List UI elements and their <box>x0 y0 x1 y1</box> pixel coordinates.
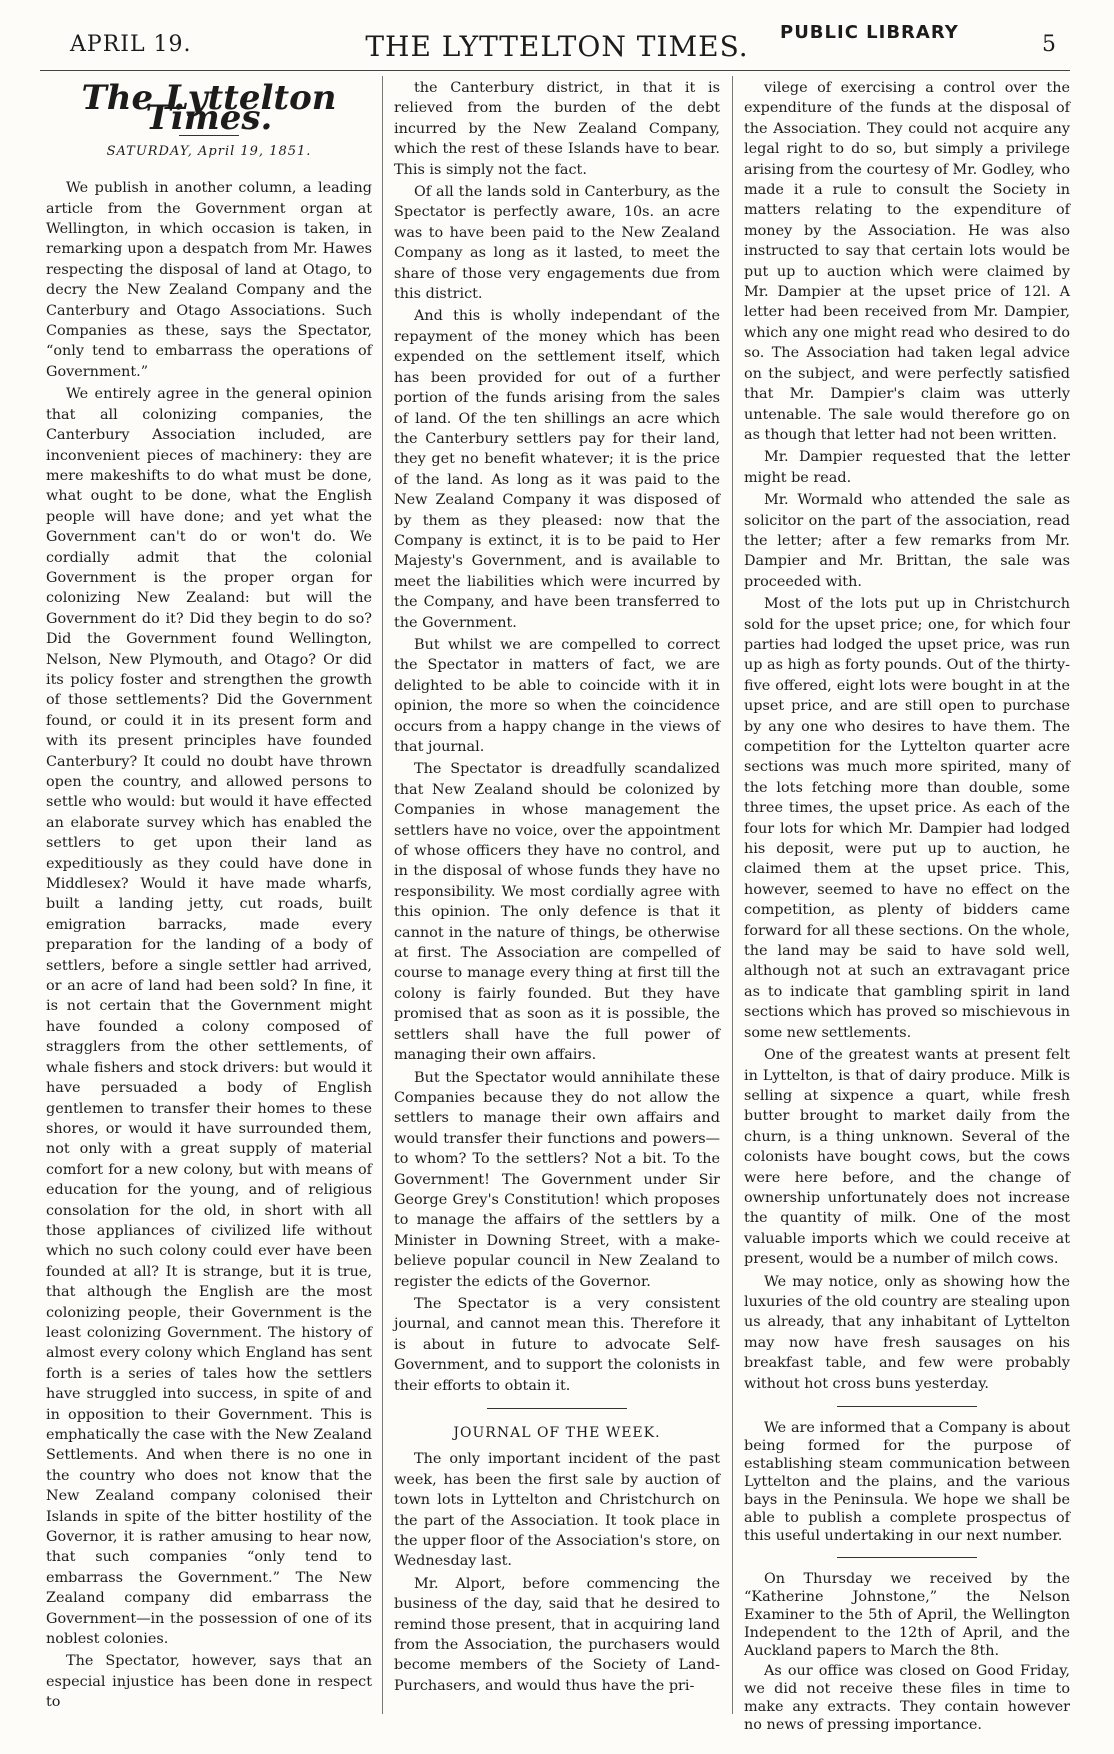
column-divider <box>382 76 383 1714</box>
paragraph: The only important incident of the past week, has been the first sale by auction of town lots in Lyttelton and Christchurch on the part of the Association. It took place in the upper floor of the Association's store, on Wednesday last. <box>394 1451 720 1570</box>
paragraph: The Spectator is dreadfully scandalized that New Zealand should be colonized by Companies in whose management the settlers have no voice, over the appointment of whose officers they have no control, and in the disposal of whose funds they have no responsibility. We most cordially agree with this opinion. The only defence is that it cannot in the nature of things, be otherwise at first. The Association are compelled of course to manage every thing at first till the colony is fairly founded. But they have promised that as soon as it is possible, the settlers shall have the full power of managing their own affairs. <box>394 761 720 1064</box>
section-separator <box>487 1408 627 1409</box>
notice-paragraph: We are informed that a Company is about being formed for the purpose of establishing steam communication between Lyttelton and the plains, and the various bays in the Peninsula. We hope we shall be able to publish a complete prospectus of this useful undertaking in our next number. <box>744 1420 1070 1544</box>
editorial-dateline: SATURDAY, April 19, 1851. <box>106 143 312 159</box>
issue-date: APRIL 19. <box>70 32 192 57</box>
column-1 <box>46 78 372 1715</box>
paragraph: The Spectator is a very consistent journal, and cannot mean this. Therefore it is about in future to advocate Self-Government, and to support the colonists in their efforts to obtain it. <box>394 1295 720 1394</box>
page-header <box>34 22 1080 70</box>
paragraph: One of the greatest wants at present felt in Lyttelton, is that of dairy produce. Milk is selling at sixpence a quart, while fresh butter brought to market daily from the churn, is a thing unknown. Several of the colonists have bought cows, but the cows were here before, and the change of ownership unfortunately does not increase the quantity of milk. One of the most valuable imports which we could receive at present, would be a number of milch cows. <box>744 1047 1070 1268</box>
paragraph: The Spectator, however, says that an especial injustice has been done in respect to <box>46 1653 372 1711</box>
paragraph: We may notice, only as showing how the luxuries of the old country are stealing upon us already, that any inhabitant of Lyttelton may now have fresh sausages on his breakfast table, and few were probably without hot cross buns yesterday. <box>744 1273 1070 1392</box>
paragraph: But the Spectator would annihilate these Companies because they do not allow the settlers to manage their own affairs and would transfer their functions and powers—to whom? To the settlers? Not a bit. To the Government! The Government under Sir George Grey's Constitution! which proposes to manage the affairs of the settlers by a Minister in Downing Street, with a make-believe popular council in New Zealand to register the edicts of the Governor. <box>394 1069 720 1290</box>
section-separator <box>837 1406 977 1407</box>
paragraph: Most of the lots put up in Christchurch sold for the upset price; one, for which four parties had lodged the upset price, was run up as high as forty pounds. Out of the thirty-five offered, eight lots were bought in at the upset price, and are still open to purchase by any one who desires to have them. The competition for the Lyttelton quarter acre sections was much more spirited, many of the lots fetching more than double, some three times, the upset price. As each of the four lots for which Mr. Dampier had lodged his deposit, were put up to auction, he claimed them at the upset price. This, however, seemed to have no effect on the competition, as plenty of bidders came forward for all these sections. On the whole, the land may be said to have sold well, although not at such an extravagant price as to indicate that gambling spirit in land sections which has proved so mischievous in some new settlements. <box>744 596 1071 1041</box>
notice-paragraph: On Thursday we received by the “Katherine Johnstone,” the Nelson Examiner to the 5th of April, the Wellington Independent to the 12th of April, and the Auckland papers to March the 8th. <box>744 1571 1070 1659</box>
paragraph: We entirely agree in the general opinion that all colonizing companies, the Canterbury Association included, are inconvenient pieces of machinery: they are mere makeshifts to do what must be done, what ought to be done, what the English people will have done; and yet what the Government can't do or won't do. We cordially admit that the colonial Government is the proper organ for colonizing New Zealand: but will the Government do it? Did they begin to do so? Did the Government found Wellington, Nelson, New Plymouth, and Otago? Or did its policy foster and strengthen the growth of those settlements? Did the Government found, or could it in its present form and with its present principles have founded Canterbury? It could no doubt have thrown open the country, and allowed persons to settle who would: but would it have effected an elaborate survey which has enabled the settlers to get upon their land as expeditiously as they could have done in Middlesex? Would it have made wharfs, built a landing jetty, cut roads, built emigration barracks, made every preparation for the landing of a body of settlers, before a single settler had arrived, or an acre of land had been sold? In fine, it is not certain that the Government might have founded a colony composed of stragglers from the other settlements, of whale fishers and stock drivers: but would it have persuaded a body of English gentlemen to transfer their homes to these shores, or would it have surrounded them, not only with a great supply of material comfort for a new colony, but with means of education for the young, and of religious consolation for the old, in short with all those appliances of civilized life without which no such colony could ever have been founded at all? It is strange, but it is true, that although the English are the most colonizing people, their Government is the least colonizing Government. The history of almost every colony which England has sent forth is a series of tales how the settlers have struggled into success, in spite of and in opposition to their Government. This is emphatically the case with the New Zealand Settlements. And when there is no one in the country who does not know that the New Zealand company colonised their Islands in spite of the bitter hostility of the Governor, it is rather amusing to hear now, that such companies “only tend to embarrass the Government.” The New Zealand company did embarrass the Government—in the possession of one of its noblest colonies. <box>46 386 372 1648</box>
column-divider <box>732 76 733 1714</box>
paragraph: Of all the lands sold in Canterbury, as the Spectator is perfectly aware, 10s. an acre was to have been paid to the New Zealand Company as long as it lasted, to meet the share of those very engagements due from this district. <box>394 184 720 303</box>
section-separator <box>837 1557 977 1558</box>
page-number: 5 <box>1042 32 1056 57</box>
journal-heading: JOURNAL OF THE WEEK. <box>453 1425 661 1441</box>
paragraph: Mr. Wormald who attended the sale as solicitor on the part of the association, read the letter; after a few remarks from Mr. Dampier and Mr. Brittan, the sale was proceeded with. <box>744 492 1070 590</box>
column-3 <box>744 78 1070 1736</box>
masthead-title: The Lyttelton Times. <box>81 78 337 139</box>
column-2 <box>394 78 720 1698</box>
paragraph: And this is wholly independant of the repayment of the money which has been expended on the settlement itself, which has been provided for out of a further portion of the funds arising from the sales of land. Of the ten shillings an acre which the Canterbury settlers pay for their land, they get no benefit whatever; it is the price of the land. As long as it was paid to the New Zealand Company it was disposed of by them as they pleased: now that the Company is extinct, it is to be paid to Her Majesty's Government, and is available to meet the liabilities which were incurred by the Company, and have been transferred to the Government. <box>394 308 720 631</box>
library-stamp: PUBLIC LIBRARY <box>780 22 959 43</box>
header-rule <box>40 70 1070 71</box>
newspaper-title: THE LYTTELTON TIMES. <box>365 30 749 63</box>
notice-paragraph: As our office was closed on Good Friday, we did not receive these files in time to make any extracts. They contain however no news of pressing importance. <box>744 1663 1070 1733</box>
paragraph: vilege of exercising a control over the expenditure of the funds at the disposal of the Association. They could not acquire any legal right to do so, but simply a privilege arising from the courtesy of Mr. Godley, who made it a rule to consult the Society in matters relating to the expenditure of money by the Association. He was also instructed to say that certain lots would be put up to auction which were claimed by Mr. Dampier at the upset price of 12l. A letter had been received from Mr. Dampier, which any one might read who desired to do so. The Association had taken legal advice on the subject, and were perfectly satisfied that Mr. Dampier's claim was utterly untenable. The sale would therefore go on as though that letter had not been written. <box>744 80 1070 443</box>
paragraph: the Canterbury district, in that it is relieved from the burden of the debt incurred by the New Zealand Company, which the rest of these Islands have to bear. This is simply not the fact. <box>394 80 720 178</box>
paragraph: Mr. Alport, before commencing the business of the day, said that he desired to remind those present, that in acquiring land from the Association, the purchasers would become members of the Society of Land-Purchasers, and would thus have the pri- <box>394 1575 720 1694</box>
paragraph: Mr. Dampier requested that the letter might be read. <box>744 449 1070 486</box>
paragraph: We publish in another column, a leading article from the Government organ at Wellington, in which occasion is taken, in remarking upon a despatch from Mr. Hawes respecting the disposal of land at Otago, to decry the New Zealand Company and the Canterbury and Otago Associations. Such Companies as these, says the Spectator, “only tend to embarrass the operations of Government.” <box>46 180 372 380</box>
paragraph: But whilst we are compelled to correct the Spectator in matters of fact, we are delighted to be able to coincide with it in opinion, the more so when the coincidence occurs from a happy change in the views of that journal. <box>394 636 720 755</box>
